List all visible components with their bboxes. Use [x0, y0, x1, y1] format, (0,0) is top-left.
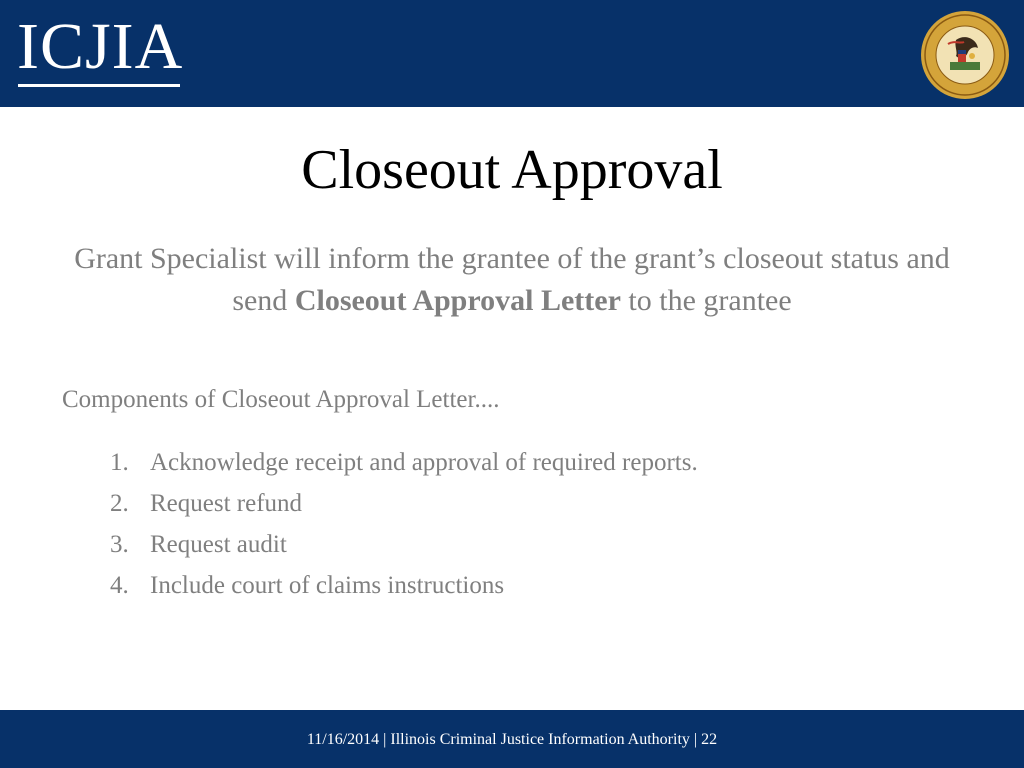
subtitle-text-end: to the grantee	[620, 284, 792, 317]
list-item-number: 1.	[110, 449, 129, 476]
list-item	[110, 524, 698, 565]
list-item-number: 4.	[110, 572, 129, 599]
subtitle-text: Grant Specialist will inform the grantee of the grant’s closeout status and send	[74, 242, 950, 317]
list-item	[110, 483, 698, 524]
footer-bar	[0, 710, 1024, 768]
slide-subtitle	[60, 238, 964, 322]
header-bar	[0, 0, 1024, 107]
subtitle-bold-text: Closeout Approval Letter	[294, 284, 621, 317]
list-item-number: 3.	[110, 531, 129, 558]
logo-underline	[18, 84, 180, 87]
list-item	[110, 565, 698, 606]
icjia-logo: ICJIA	[17, 10, 184, 83]
list-item-text: Acknowledge receipt and approval of required reports.	[150, 449, 698, 476]
list-item-text: Request refund	[150, 490, 303, 517]
components-list	[110, 442, 698, 606]
list-item-text: Include court of claims instructions	[150, 572, 505, 599]
footer-text: 11/16/2014 | Illinois Criminal Justice Information Authority | 22	[306, 731, 718, 748]
list-item	[110, 442, 698, 483]
illinois-seal-icon	[920, 10, 1010, 100]
list-item-number: 2.	[110, 490, 129, 517]
section-heading: Components of Closeout Approval Letter....	[62, 386, 500, 413]
list-item-text: Request audit	[150, 531, 287, 558]
slide-title: Closeout Approval	[301, 139, 723, 201]
